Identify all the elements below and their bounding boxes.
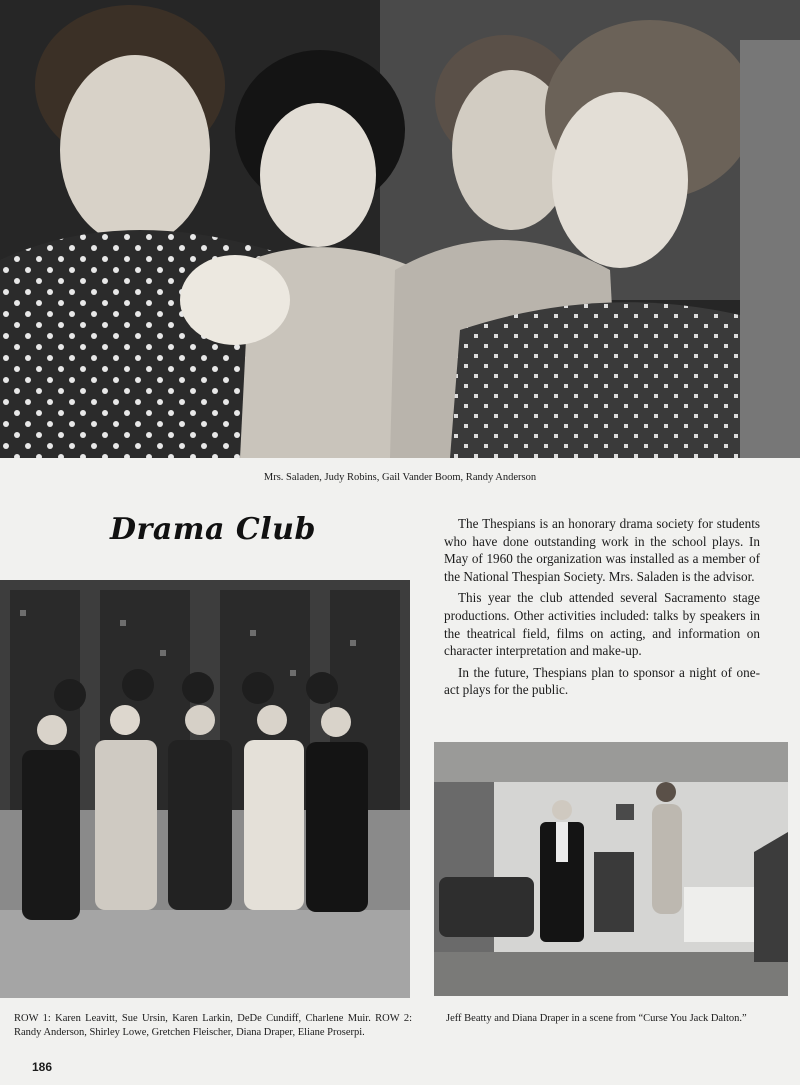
article-body [444,515,760,703]
body-paragraph: In the future, Thespians plan to sponsor a night of one-act plays for the public. [444,664,760,698]
stage-scene-photo [434,742,788,996]
top-group-photo [0,0,800,458]
page-number: 186 [32,1060,53,1074]
page-title: Drama Club [110,512,316,547]
club-group-photo [0,580,410,998]
stage-photo-caption: Jeff Beatty and Diana Draper in a scene from “Curse You Jack Dalton.” [446,1013,747,1024]
body-paragraph: This year the club attended several Sacramento stage productions. Other activities included: talks by speakers in the theatrical field, films on acting, and information on character interpretation and make-up. [444,590,760,659]
body-paragraph: The Thespians is an honorary drama society for students who have done outstanding work in the school plays. In May of 1960 the organization was installed as a member of the National Thespian Society. Mrs. Saladen is the advisor. [444,516,760,584]
top-photo-caption: Mrs. Saladen, Judy Robins, Gail Vander Boom, Randy Anderson [263,472,537,483]
club-photo-caption: ROW 1: Karen Leavitt, Sue Ursin, Karen Larkin, DeDe Cundiff, Charlene Muir. ROW 2: Randy Anderson, Shirley Lowe, Gretchen Fleischer, Diana Draper, Eliane Proserpi. [14,1013,412,1038]
